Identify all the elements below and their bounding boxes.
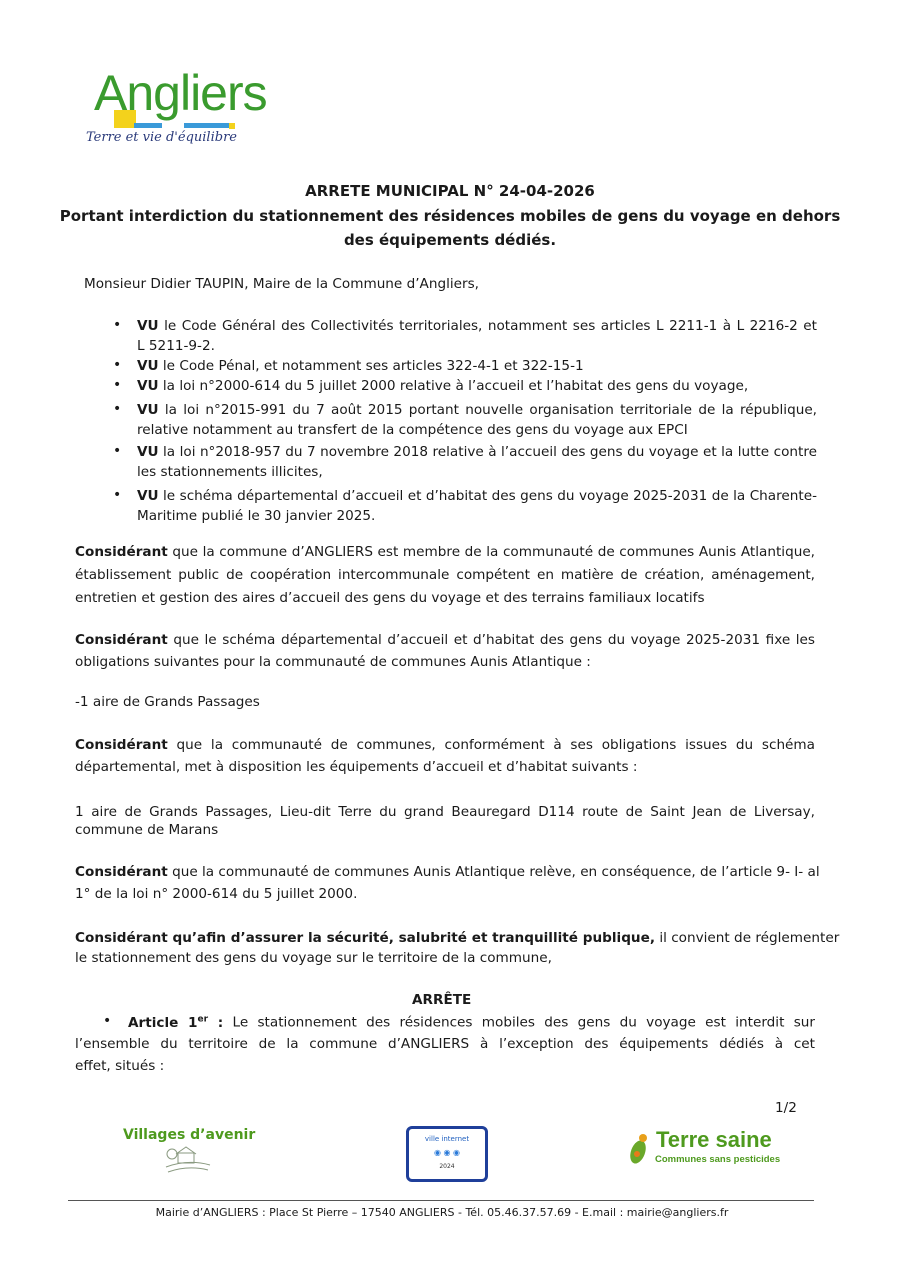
- vu-item: [137, 378, 748, 394]
- considerant-text: il convient de réglementer: [659, 930, 840, 946]
- decree-title-line: des équipements dédiés.: [343, 231, 557, 249]
- considerant-text: 1° de la loi n° 2000-614 du 5 juillet 2000.: [75, 886, 358, 902]
- considerant-text: le stationnement des gens du voyage sur le territoire de la commune,: [75, 950, 552, 966]
- bullet-icon: •: [113, 487, 122, 503]
- considerant-5: [75, 930, 840, 946]
- bullet-icon: •: [113, 357, 122, 373]
- considerant-text: obligations suivantes pour la communauté de communes Aunis Atlantique :: [75, 654, 591, 670]
- article-text: l’ensemble du territoire de la commune d’ANGLIERS à l’exception des équipements dédiés à cet: [75, 1036, 815, 1052]
- vu-item: [137, 444, 817, 460]
- logo-blue-bar: [184, 123, 229, 128]
- vu-label: VU: [137, 444, 159, 460]
- considerant-label: Considérant: [75, 737, 168, 753]
- vu-text: les stationnements illicites,: [137, 464, 323, 480]
- vu-item: [137, 402, 817, 418]
- page-number: 1/2: [775, 1100, 797, 1116]
- considerant-label: Considérant: [75, 632, 168, 648]
- bullet-icon: •: [113, 443, 122, 459]
- arrete-heading: ARRÊTE: [412, 992, 472, 1008]
- ville-internet-rating-icons: ◉ ◉ ◉: [433, 1148, 461, 1157]
- villages-avenir-logo: Villages d’avenir: [123, 1127, 256, 1143]
- considerant-text: entretien et gestion des aires d’accueil des gens du voyage et des terrains familiaux locatifs: [75, 590, 705, 606]
- logo-tagline: Terre et vie d'équilibre: [86, 130, 237, 145]
- vu-text: le Code Pénal, et notamment ses articles 322-4-1 et 322-15-1: [162, 358, 584, 374]
- village-drawing-icon: [164, 1145, 212, 1175]
- equipement: commune de Marans: [75, 822, 219, 838]
- considerant-text: que la communauté de communes, conformément à ses obligations issues du schéma: [176, 737, 815, 753]
- bullet-icon: •: [113, 377, 122, 393]
- decree-title-line: Portant interdiction du stationnement des résidences mobiles de gens du voyage en dehors: [59, 207, 841, 225]
- ville-internet-label: ville internet: [424, 1135, 470, 1143]
- intro: Monsieur Didier TAUPIN, Maire de la Commune d’Angliers,: [84, 276, 480, 292]
- considerant-3: [75, 737, 815, 753]
- vu-label: VU: [137, 378, 159, 394]
- vu-item: [137, 488, 817, 504]
- bullet-icon: •: [113, 317, 122, 333]
- vu-text: la loi n°2000-614 du 5 juillet 2000 relative à l’accueil et l’habitat des gens du voyage,: [162, 378, 749, 394]
- obligation: -1 aire de Grands Passages: [75, 694, 260, 710]
- ville-internet-year: 2024: [439, 1163, 455, 1170]
- article-1: [128, 1014, 815, 1031]
- footer-address: Mairie d’ANGLIERS : Place St Pierre – 17540 ANGLIERS - Tél. 05.46.37.57.69 - E.mail : mairie@angliers.fr: [155, 1206, 729, 1219]
- vu-text: L 5211-9-2.: [137, 338, 215, 354]
- vu-text: la loi n°2015-991 du 7 août 2015 portant nouvelle organisation territoriale de la république,: [164, 402, 817, 418]
- vu-text: Maritime publié le 30 janvier 2025.: [137, 508, 376, 524]
- vu-label: VU: [137, 488, 159, 504]
- vu-text: la loi n°2018-957 du 7 novembre 2018 relative à l’accueil des gens du voyage et la lutte contre: [163, 444, 817, 460]
- bullet-icon: •: [103, 1013, 112, 1029]
- logo-blue-bar: [134, 123, 162, 128]
- vu-item: [137, 358, 584, 374]
- vu-text: relative notamment au transfert de la compétence des gens du voyage aux EPCI: [137, 422, 688, 438]
- vu-text: le schéma départemental d’accueil et d’habitat des gens du voyage 2025-2031 de la Charente-: [163, 488, 817, 504]
- vu-item: [137, 318, 817, 334]
- considerant-label: Considérant qu’afin d’assurer la sécurité, salubrité et tranquillité publique,: [75, 930, 655, 946]
- terre-saine-title: Terre saine: [656, 1127, 772, 1152]
- decree-number: ARRETE MUNICIPAL N° 24-04-2026: [305, 182, 595, 200]
- logo-yellow-dot: [229, 123, 235, 129]
- considerant-text: que la commune d’ANGLIERS est membre de la communauté de communes Aunis Atlantique,: [172, 544, 815, 560]
- article-label: Article 1er :: [128, 1014, 224, 1031]
- footer-divider: [68, 1200, 814, 1201]
- considerant-text: départemental, met à disposition les équipements d’accueil et d’habitat suivants :: [75, 759, 638, 775]
- ville-internet-logo: [406, 1126, 488, 1182]
- considerant-2: [75, 632, 815, 648]
- article-text: Le stationnement des résidences mobiles des gens du voyage est interdit sur: [232, 1014, 815, 1031]
- bullet-icon: •: [113, 401, 122, 417]
- vu-label: VU: [137, 318, 159, 334]
- considerant-4: [75, 864, 820, 880]
- terre-saine-subtitle: Communes sans pesticides: [655, 1154, 781, 1165]
- logo-name: Angliers: [94, 65, 267, 121]
- article-text: effet, situés :: [75, 1058, 165, 1074]
- considerant-label: Considérant: [75, 864, 168, 880]
- vu-label: VU: [137, 402, 159, 418]
- butterfly-icon: [628, 1128, 654, 1166]
- angliers-logo: [84, 65, 267, 156]
- considerant-text: que le schéma départemental d’accueil et d’habitat des gens du voyage 2025-2031 fixe les: [173, 632, 815, 648]
- considerant-text: que la communauté de communes Aunis Atlantique relève, en conséquence, de l’article 9- I- al: [172, 864, 820, 880]
- vu-text: le Code Général des Collectivités territoriales, notamment ses articles L 2211-1 à L 2216-2 et: [164, 318, 817, 334]
- considerant-text: établissement public de coopération intercommunale compétent en matière de création, aménagement,: [75, 567, 815, 583]
- considerant-1: [75, 544, 815, 560]
- considerant-label: Considérant: [75, 544, 168, 560]
- equipement: 1 aire de Grands Passages, Lieu-dit Terre du grand Beauregard D114 route de Saint Jean de Liversay,: [75, 804, 815, 820]
- vu-label: VU: [137, 358, 159, 374]
